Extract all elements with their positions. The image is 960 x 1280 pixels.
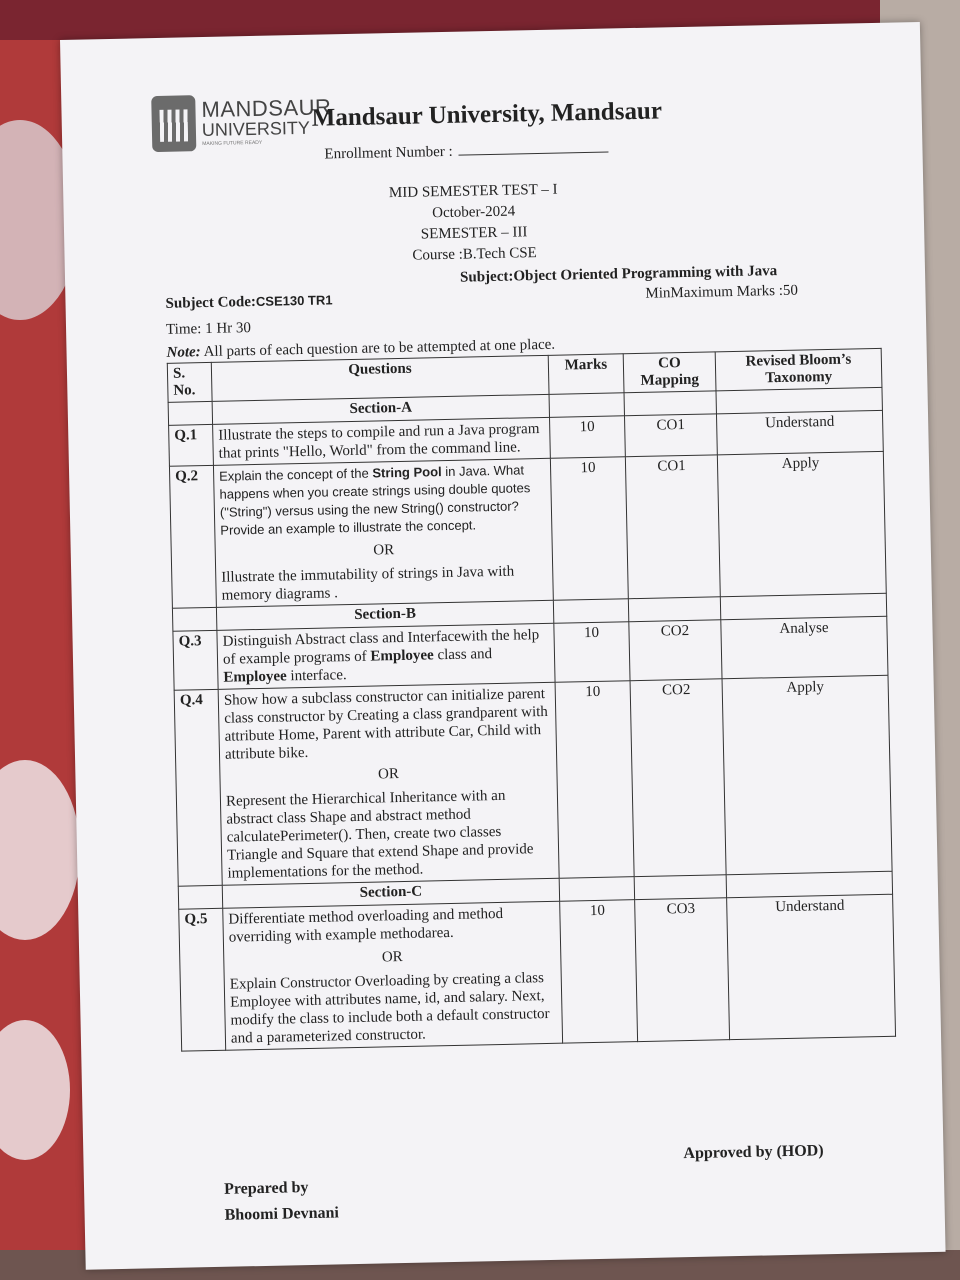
question-marks: 10 [550,457,628,601]
alternate-question-text: Illustrate the immutability of strings in Java with memory diagrams . [221,563,515,604]
question-text-part: interface. [286,667,347,685]
co-mapping: CO1 [625,455,720,599]
course: Course :B.Tech CSE [412,245,537,264]
prepared-name: Bhoomi Devnani [224,1204,340,1224]
co-mapping: CO3 [635,898,730,1042]
subject-name: Subject:Object Oriented Programming with Java [459,263,778,286]
question-text [217,623,555,689]
alternate-question-text: Explain Constructor Overloading by creating a class Employee with attributes name, id, and salary. Next, modify the class to include both a default constructor and a parameterized constructor. [229,970,550,1047]
question-text-part: class and [433,646,493,664]
subject-code [165,292,332,312]
exam-paper [60,22,946,1270]
maximum-marks: MinMaximum Marks :50 [645,282,799,302]
note-text: All parts of each question are to be attempted at one place. [200,336,556,361]
question-number: Q.4 [174,689,222,886]
question-text [218,682,559,885]
exam-month: October-2024 [432,203,516,222]
question-table [167,348,896,1052]
or-label: OR [381,949,403,966]
header-sno: S. No. [167,362,212,402]
co-mapping: CO2 [629,620,722,681]
question-text-main: Differentiate method overloading and method overriding with example methodarea. [228,905,504,946]
question-number: Q.1 [169,424,214,466]
bloom-level: Understand [716,410,883,454]
header-questions: Questions [211,355,549,401]
bloom-level: Apply [717,451,886,596]
logo-line-2: UNIVERSITY [201,117,311,141]
bloom-level: Analyse [721,616,888,678]
question-marks: 10 [560,900,638,1044]
semester: SEMESTER – III [420,224,528,243]
header-co: CO Mapping [623,352,716,393]
header-marks: Marks [548,354,624,395]
enrollment-label: Enrollment Number : [324,143,453,163]
question-marks: 10 [550,416,626,459]
question-text-bold: String Pool [372,464,442,481]
question-number: Q.5 [179,908,226,1051]
university-title: Mandsaur University, Mandsaur [311,97,663,132]
question-number: Q.3 [173,630,218,690]
question-marks: 10 [555,681,634,879]
or-label: OR [377,766,400,783]
section-title: Section-C [222,878,559,908]
table-row [169,451,886,608]
question-text: Illustrate the steps to compile and run a Java program that prints "Hello, World" from the command line. [213,417,551,465]
logo-tagline: MAKING FUTURE READY [202,139,263,148]
question-text [213,458,553,607]
table-row [174,675,892,886]
question-text-part: in Java. What happens when you create strings using double quotes ("String") versus using the new String() constructor? Provide an example to illustrate the concept. [219,462,531,538]
exam-info [363,179,585,268]
prepared-label: Prepared by [223,1179,309,1198]
co-mapping: CO1 [624,414,717,457]
enrollment-blank [459,152,609,156]
logo-line-1: MANDSAUR [201,94,332,123]
university-logo [151,92,332,152]
question-number: Q.2 [169,465,216,608]
section-title: Section-A [212,394,549,424]
section-title: Section-B [216,600,553,630]
approved-by: Approved by (HOD) [683,1142,824,1163]
subject-code-value: CSE130 TR1 [255,292,333,309]
bloom-level: Apply [722,675,892,874]
co-mapping: CO2 [630,679,726,877]
question-text-main: Show how a subclass constructor can initialize parent class constructor by Creating a class grandparent with attribute Home, Parent with attribute Car, Child with attribute bike. [223,685,549,763]
question-marks: 10 [554,622,630,683]
prepared-by [224,1174,339,1228]
test-name: MID SEMESTER TEST – I [388,181,558,202]
table-row [179,894,896,1051]
exam-time: Time: 1 Hr 30 [165,320,252,338]
question-text-bold: Employee [370,647,434,665]
enrollment-field [324,141,609,164]
question-text [223,901,563,1050]
note-label: Note: [166,344,201,361]
subject-code-label: Subject Code: [165,293,257,312]
header-bloom: Revised Bloom’s Taxonomy [715,348,882,390]
bloom-level: Understand [727,894,896,1039]
question-text-part: Explain the concept of the [219,465,373,484]
or-label: OR [373,542,395,559]
logo-emblem-icon [151,95,196,152]
question-text-part: Distinguish Abstract class and Interfacewith the help of example programs of [222,627,540,668]
alternate-question-text: Represent the Hierarchical Inheritance with an abstract class Shape and abstract method calculatePerimeter(). Then, create two classes Triangle and Square that extend Shape and provide implementations for the method. [225,787,534,882]
question-text-bold: Employee [223,668,287,686]
